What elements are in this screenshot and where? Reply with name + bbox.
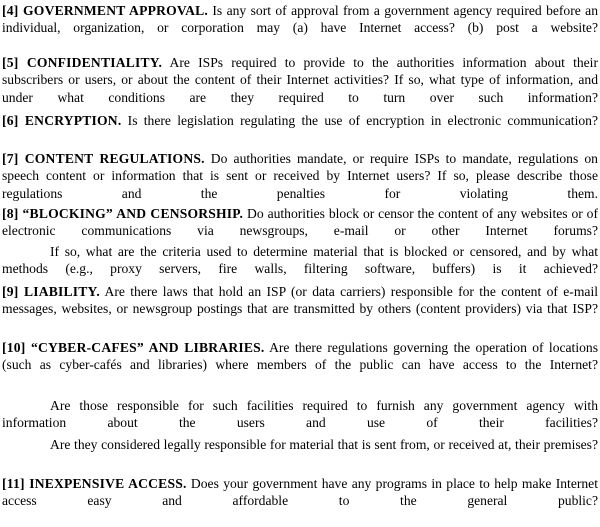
section-text: Is there legislation regulating the use of encryption in electronic communication? — [121, 113, 598, 128]
followup-text: Are those responsible for such facilities required to furnish any government agency with information about the users and use of their facilities? — [2, 398, 598, 431]
section-heading: [6] ENCRYPTION. — [2, 113, 122, 128]
section-text: Are there laws that hold an ISP (or data carriers) responsible for the content of e-mail messages, websites, or newsgroup postings that are transmitted by others (content providers) via that ISP? — [2, 284, 598, 317]
followup-text: If so, what are the criteria used to determine material that is blocked or censored, and by what methods (e.g., proxy servers, fire walls, filtering software, buffers) is it achieved? — [2, 244, 598, 277]
section-inexpensive-access — [2, 475, 598, 527]
section-liability — [2, 283, 598, 335]
section-heading: [7] CONTENT REGULATIONS. — [2, 151, 205, 166]
section-text: Is any sort of approval from a government agency required before an individual, organization, or corporation may (a) have Internet access? (b) post a website? — [2, 3, 598, 36]
section-encryption — [2, 112, 598, 147]
section-text: Do authorities block or censor the content of any websites or of electronic communications via newsgroups, e-mail or other Internet forums? — [2, 206, 598, 239]
section-cyber-cafes-followup-2 — [2, 436, 598, 471]
section-cyber-cafes — [2, 339, 598, 391]
followup-text: Are they considered legally responsible for material that is sent from, or received at, their premises? — [50, 437, 598, 452]
section-heading: [8] “BLOCKING” AND CENSORSHIP. — [2, 206, 244, 221]
section-heading: [10] “CYBER-CAFES” AND LIBRARIES. — [2, 340, 265, 355]
section-heading: [11] INEXPENSIVE ACCESS. — [2, 476, 187, 491]
section-text: Are ISPs required to provide to the authorities information about their subscribers or users, or about the content of their Internet activities? If so, what type of information, and under what conditions are they required to turn over such information? — [2, 55, 598, 105]
section-heading: [5] CONFIDENTIALITY. — [2, 55, 163, 70]
section-text: Does your government have any programs in place to help make Internet access easy and affordable to the general public? — [2, 476, 598, 509]
section-text: Are there regulations governing the operation of locations (such as cyber-cafés and libraries) where members of the public can have access to the Internet? — [2, 340, 598, 373]
section-government-approval — [2, 2, 598, 54]
section-heading: [4] GOVERNMENT APPROVAL. — [2, 3, 209, 18]
section-text: Do authorities mandate, or require ISPs to mandate, regulations on speech content or information that is sent or received by Internet users? If so, please describe those regulations and the penalties for violating them. — [2, 151, 598, 201]
section-heading: [9] LIABILITY. — [2, 284, 100, 299]
